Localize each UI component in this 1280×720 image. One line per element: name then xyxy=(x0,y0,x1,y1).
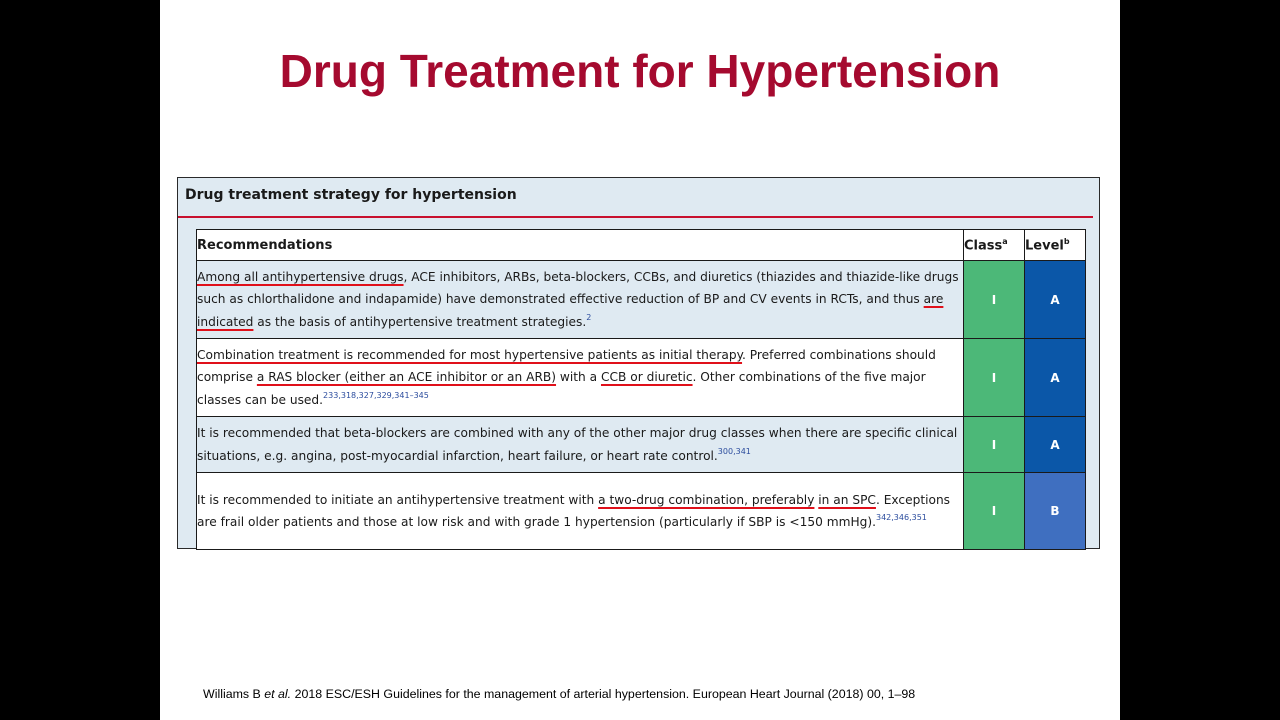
citation-source: 2018 ESC/ESH Guidelines for the management of arterial hypertension. European Heart Journal (2018) 00, 1–98 xyxy=(291,687,916,701)
recommendation-text xyxy=(197,417,964,473)
level-header xyxy=(1025,230,1086,261)
text-fragment: It is recommended to initiate an antihypertensive treatment with xyxy=(197,492,599,507)
highlighted-phrase: Combination treatment is recommended for most hypertensive patients as initial therapy xyxy=(197,347,743,362)
text-fragment: , ACE inhibitors, ARBs, beta-blockers, CCBs, and diuretics (thiazides and thiazide-like drugs such as chlorthalidone and indapamide) have demonstrated effective reduction of BP and CV events in RCTs, and thus xyxy=(197,269,959,307)
level-cell: A xyxy=(1025,339,1086,417)
reference-numbers: 342,346,351 xyxy=(875,513,927,522)
reference-numbers: 300,341 xyxy=(717,446,751,456)
recommendation-text xyxy=(197,261,964,339)
text-fragment: with a xyxy=(556,370,601,385)
recommendations-table xyxy=(196,229,1086,550)
slide-title: Drug Treatment for Hypertension xyxy=(279,45,1001,97)
highlighted-phrase: a two-drug combination, preferably xyxy=(598,492,815,507)
class-cell: I xyxy=(964,261,1025,339)
citation xyxy=(203,687,915,701)
highlighted-phrase: CCB or diuretic xyxy=(600,370,693,385)
class-cell: I xyxy=(964,339,1025,417)
table-header-row xyxy=(197,230,1086,261)
citation-authors: Williams B xyxy=(203,687,265,701)
level-header-label: Level xyxy=(1025,238,1064,254)
level-cell: A xyxy=(1025,417,1086,473)
class-header-sup: a xyxy=(1002,236,1008,246)
class-cell: I xyxy=(964,417,1025,473)
panel-header: Drug treatment strategy for hypertension xyxy=(185,187,517,203)
text-fragment: . Other combinations of the five major classes can be used. xyxy=(197,370,926,407)
highlighted-phrase: a RAS blocker (either an ACE inhibitor or an ARB) xyxy=(256,370,557,385)
text-fragment: . Exceptions are frail older patients and those at low risk and with grade 1 hypertension (particularly if SBP is <150 mmHg). xyxy=(197,492,951,529)
highlighted-phrase: are indicated xyxy=(197,292,944,329)
class-cell: I xyxy=(964,473,1025,550)
level-cell: A xyxy=(1025,261,1086,339)
table-row xyxy=(197,261,1086,339)
highlighted-phrase: Among all antihypertensive drugs xyxy=(197,269,404,284)
recommendation-text xyxy=(197,339,964,417)
table-row xyxy=(197,339,1086,417)
reference-numbers: 2 xyxy=(586,312,592,322)
slide xyxy=(160,0,1120,720)
level-header-sup: b xyxy=(1063,236,1070,246)
text-fragment: . Preferred combinations should comprise xyxy=(197,347,936,385)
level-cell: B xyxy=(1025,473,1086,550)
citation-etal: et al. xyxy=(264,687,292,701)
recommendation-text xyxy=(197,473,964,550)
highlighted-phrase: in an SPC xyxy=(818,492,876,507)
class-header xyxy=(964,230,1025,261)
table-row xyxy=(197,473,1086,550)
text-fragment: as the basis of antihypertensive treatment strategies. xyxy=(253,314,587,329)
panel-header-rule xyxy=(178,216,1093,218)
table-row xyxy=(197,417,1086,473)
class-header-label: Class xyxy=(964,238,1003,254)
recommendations-header: Recommendations xyxy=(197,230,964,261)
text-fragment: It is recommended that beta-blockers are combined with any of the other major drug classes when there are specific clinical situations, e.g. angina, post-myocardial infarction, heart failure, or heart rate control. xyxy=(197,426,958,463)
recommendation-panel xyxy=(177,177,1100,549)
reference-numbers: 233,318,327,329,341–345 xyxy=(323,390,429,400)
